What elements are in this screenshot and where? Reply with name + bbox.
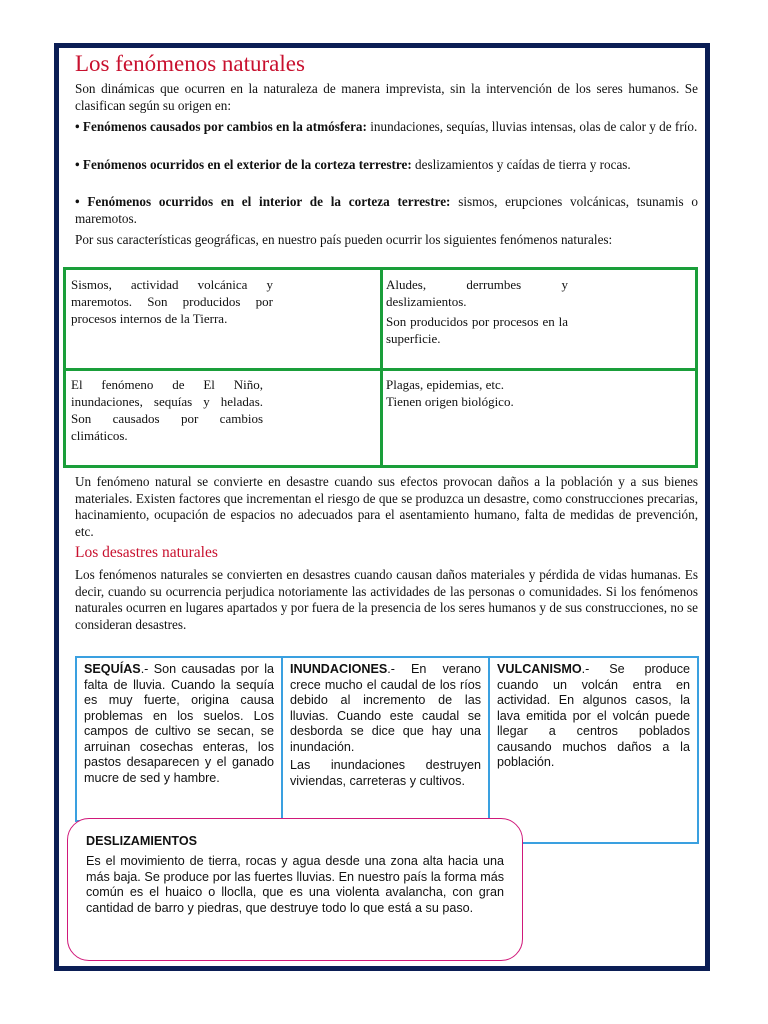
box-deslizamientos xyxy=(67,818,523,961)
box-text xyxy=(497,662,690,771)
bullet-label: • Fenómenos ocurridos en el interior de la corteza terrestre: xyxy=(75,194,451,209)
table-cell-aludes xyxy=(386,276,568,347)
bullet-label: • Fenómenos ocurridos en el exterior de la corteza terrestre: xyxy=(75,157,412,172)
cell-text: Son producidos por procesos en la superficie. xyxy=(386,314,568,346)
phenomena-table xyxy=(63,267,698,468)
box-heading: INUNDACIONES xyxy=(290,662,388,676)
table-cell-plagas xyxy=(386,376,568,410)
box-body: Es el movimiento de tierra, rocas y agua desde una zona alta hacia una más baja. Se produce por las fuertes lluvias. En nuestro país la forma más común es el huaico o lloclla, que es una violenta avalancha, con gran cantidad de barro y piedras, que destruye todo lo que está a su paso. xyxy=(86,854,504,915)
table-divider-horizontal xyxy=(66,368,695,371)
page-title: Los fenómenos naturales xyxy=(75,51,305,76)
bullet-atmosfera xyxy=(75,119,698,136)
intro-paragraph: Son dinámicas que ocurren en la naturaleza de manera imprevista, sin la intervención de los seres humanos. Se clasifican según su origen en: xyxy=(75,81,698,113)
desastres-paragraph: Los fenómenos naturales se convierten en desastres cuando causan daños materiales y pérdida de vidas humanas. Es decir, cuando su ocurrencia perjudica notoriamente las actividades de las personas o comunidades. Si los fenómenos naturales ocurren en lugares apartados y por fuera de la presencia de los seres humanos y de sus construcciones, no se consideran desastres. xyxy=(75,567,698,632)
box-text xyxy=(290,662,481,755)
table-cell-sismos: Sismos, actividad volcánica y maremotos. Son producidos por procesos internos de la Tierra. xyxy=(71,277,273,326)
box-inundaciones xyxy=(281,656,490,822)
box-body: .- Son causadas por la falta de lluvia. Cuando la sequía es muy fuerte, origina causa problemas en los suelos. Los campos de cultivo se secan, se arruinan cosechas enteras, los pastos desaparecen y el ganado mucre de sed y hambre. xyxy=(84,662,274,785)
bullet-label: • Fenómenos causados por cambios en la atmósfera: xyxy=(75,119,367,134)
geo-intro-paragraph: Por sus características geográficas, en nuestro país pueden ocurrir los siguientes fenómenos naturales: xyxy=(75,232,613,247)
bullet-text: sismos, erupciones volcánicas, tsunamis o maremotos. xyxy=(75,194,699,226)
box-body: .- En verano crece mucho el caudal de los ríos debido al incremento de las lluvias. Cuando este caudal se desborda se dice que hay una inundación. xyxy=(290,662,481,754)
bullet-text: inundaciones, sequías, lluvias intensas, olas de calor y de frío. xyxy=(366,119,698,134)
section-subtitle: Los desastres naturales xyxy=(75,544,218,561)
box-sequias xyxy=(75,656,283,822)
cell-text: Tienen origen biológico. xyxy=(386,394,514,409)
box-heading: SEQUÍAS xyxy=(84,662,141,676)
cell-text: Aludes, derrumbes y deslizamientos. xyxy=(386,277,568,309)
bullet-text: deslizamientos y caídas de tierra y rocas. xyxy=(411,157,631,172)
box-heading: DESLIZAMIENTOS xyxy=(86,834,198,848)
desastre-paragraph: Un fenómeno natural se convierte en desastre cuando sus efectos provocan daños a la población y a sus bienes materiales. Existen factores que incrementan el riesgo de que se produzca un desastre, como construcciones precarias, hacinamiento, ocupación de espacios no adecuados para el asentamiento humano, falta de medidas de prevención, etc. xyxy=(75,474,698,539)
box-heading: VULCANISMO xyxy=(497,662,582,676)
cell-text: Plagas, epidemias, etc. xyxy=(386,377,505,392)
bullet-interior xyxy=(75,194,698,227)
box-text xyxy=(84,662,274,786)
box-vulcanismo xyxy=(488,656,699,844)
box-body: .- Se produce cuando un volcán entra en actividad. En algunos casos, la lava emitida por el volcán puede llegar a centros poblados causando muchos daños a la población. xyxy=(497,662,690,769)
bullet-exterior xyxy=(75,157,698,174)
box-body: Las inundaciones destruyen viviendas, carreteras y cultivos. xyxy=(290,758,481,788)
table-cell-nino: El fenómeno de El Niño, inundaciones, sequías y heladas. Son causados por cambios climáticos. xyxy=(71,377,263,443)
